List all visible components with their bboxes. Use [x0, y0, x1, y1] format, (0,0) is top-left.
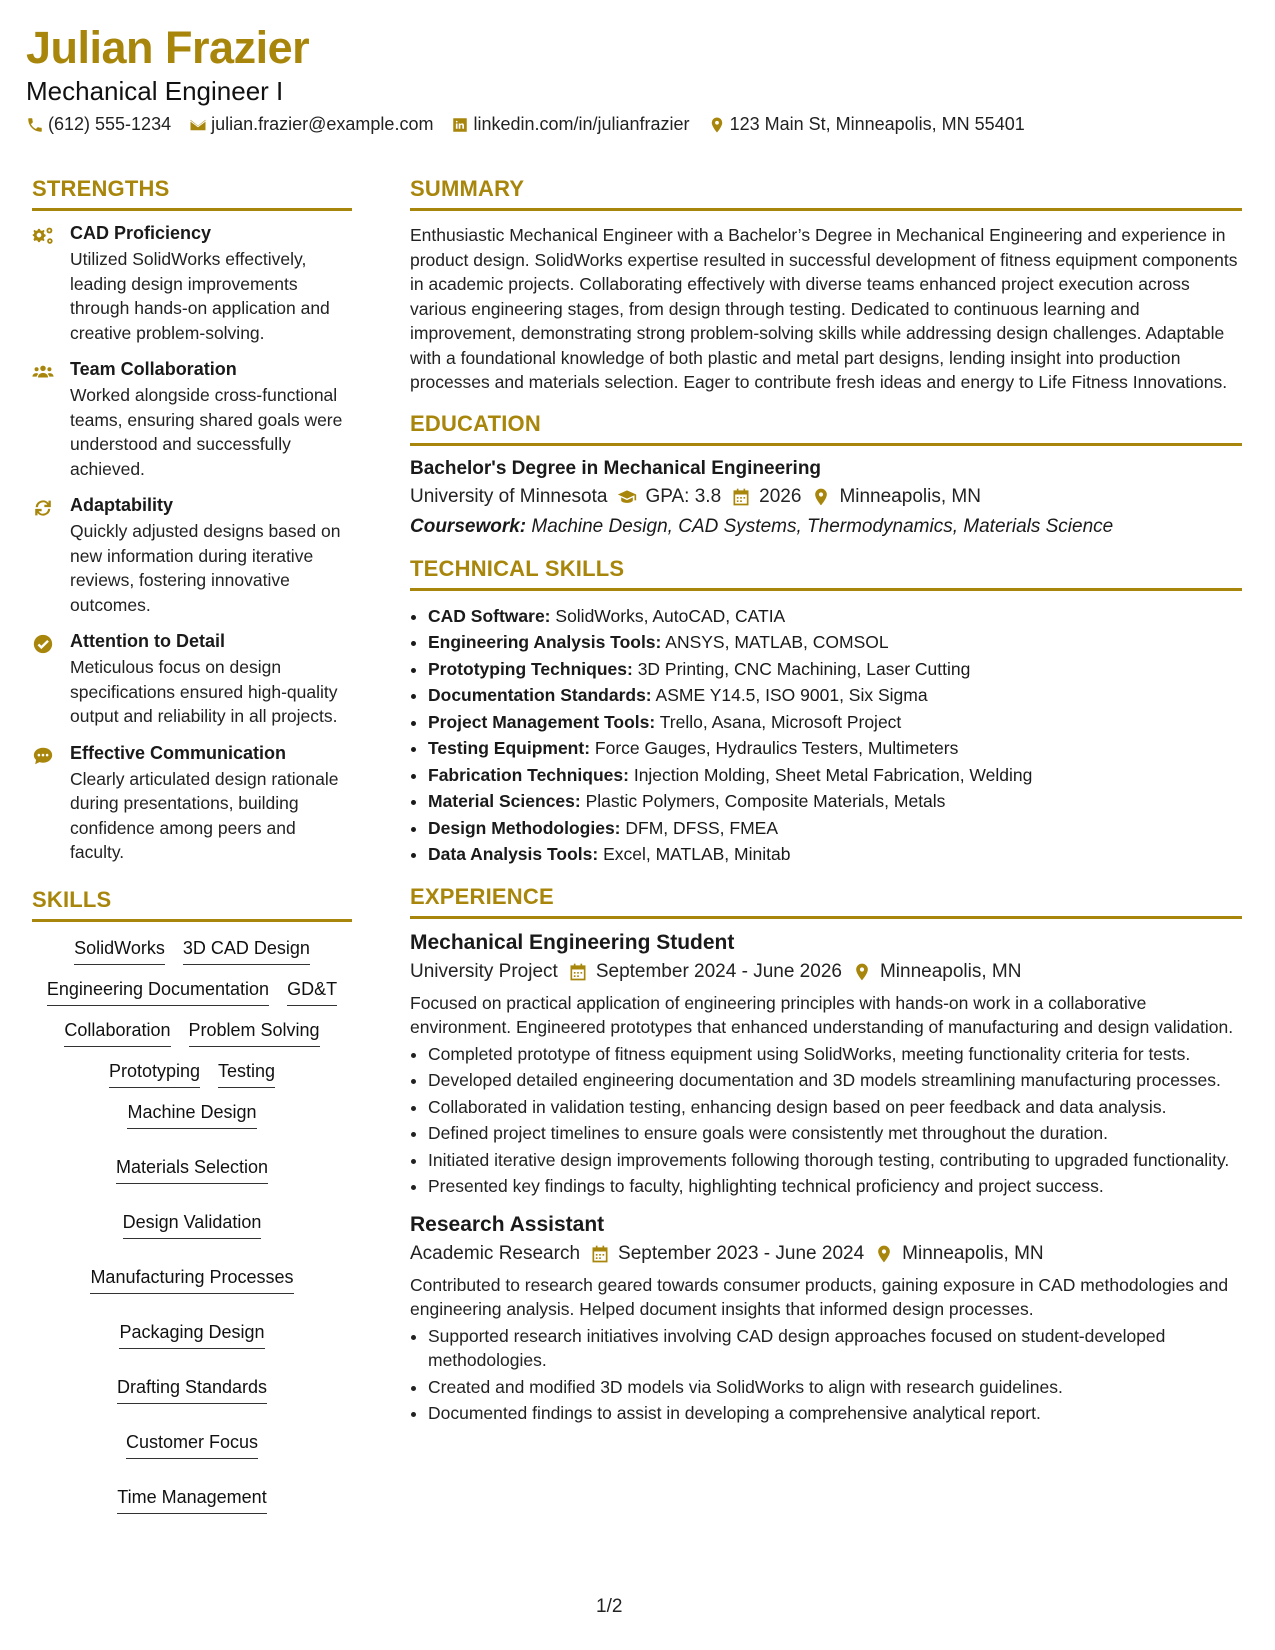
skill-tag: Problem Solving — [189, 1020, 320, 1047]
list-item: • Testing Equipment: Force Gauges, Hydraulics Testers, Multimeters — [428, 735, 1242, 762]
strength-item — [32, 359, 352, 481]
coursework-label: Coursework: — [410, 515, 527, 537]
strength-title: CAD Proficiency — [70, 223, 212, 243]
skills-heading: SKILLS — [32, 887, 352, 922]
list-item: • Defined project timelines to ensure goals were consistently met throughout the duration. — [428, 1121, 1242, 1146]
list-item: • Supported research initiatives involving CAD design approaches focused on student-developed methodologies. — [428, 1324, 1242, 1373]
skill-tag: Materials Selection — [116, 1157, 268, 1184]
job-title: Research Assistant — [410, 1212, 605, 1236]
job-location: Minneapolis, MN — [879, 960, 1022, 982]
skill-tag: Engineering Documentation — [47, 979, 269, 1006]
list-item: • Collaborated in validation testing, enhancing design based on peer feedback and data analysis. — [428, 1095, 1242, 1120]
sync-icon — [32, 497, 54, 519]
education-heading: EDUCATION — [410, 411, 1242, 446]
summary-text: Enthusiastic Mechanical Engineer with a Bachelor’s Degree in Mechanical Engineering and experience in product design. SolidWorks expertise resulted in successful development of fitness equipment components in academic projects. Collaborating effectively with diverse teams enhanced project execution across various engineering stages, from design through testing. Dedicated to continuous learning and improvement, demonstrating strong problem-solving skills while addressing design challenges. Adaptable with a foundational knowledge of both plastic and metal part designs, lending insight into production processes and materials selection. Eager to contribute fresh ideas and energy to Life Fitness Innovations. — [410, 225, 1238, 392]
phone-text: (612) 555-1234 — [48, 114, 172, 134]
list-item: • Fabrication Techniques: Injection Molding, Sheet Metal Fabrication, Welding — [428, 762, 1242, 789]
job-description: Contributed to research geared towards consumer products, gaining exposure in CAD methodologies and engineering analysis. Helped document insights that informed design processes. — [410, 1274, 1229, 1319]
strength-title: Attention to Detail — [70, 631, 225, 651]
coursework-line — [410, 516, 1242, 538]
strength-desc: Worked alongside cross-functional teams, ensuring shared goals were understood and successfully achieved. — [70, 385, 343, 479]
contact-bar — [26, 114, 1025, 135]
address-text: 123 Main St, Minneapolis, MN 55401 — [729, 114, 1025, 134]
right-column — [410, 176, 1242, 1440]
job-org: University Project — [410, 960, 558, 982]
job-dates: September 2023 - June 2024 — [618, 1242, 865, 1264]
map-marker-icon — [874, 1244, 894, 1264]
linkedin-icon — [451, 116, 469, 134]
strength-desc: Utilized SolidWorks effectively, leading design improvements through hands-on application and creative problem-solving. — [70, 249, 330, 343]
contact-phone[interactable] — [26, 114, 171, 135]
skill-tag: GD&T — [287, 979, 337, 1006]
skill-tag: Manufacturing Processes — [90, 1267, 293, 1294]
job-entry — [410, 931, 1242, 1199]
skill-tag: SolidWorks — [74, 938, 165, 965]
list-item: • Created and modified 3D models via SolidWorks to align with research guidelines. — [428, 1375, 1242, 1400]
job-dates: September 2024 - June 2026 — [595, 960, 842, 982]
left-column — [32, 176, 352, 1514]
list-item: • Data Analysis Tools: Excel, MATLAB, Minitab — [428, 841, 1242, 868]
check-circle-icon — [32, 633, 54, 655]
calendar-icon — [568, 962, 588, 982]
list-item: • CAD Software: SolidWorks, AutoCAD, CATIA — [428, 603, 1242, 630]
school-location: Minneapolis, MN — [839, 485, 981, 507]
skill-tag: Design Validation — [123, 1212, 262, 1239]
list-item: • Prototyping Techniques: 3D Printing, CNC Machining, Laser Cutting — [428, 656, 1242, 683]
calendar-icon — [731, 487, 751, 507]
list-item: • Engineering Analysis Tools: ANSYS, MATLAB, COMSOL — [428, 629, 1242, 656]
job-entry — [410, 1213, 1242, 1426]
strength-item — [32, 631, 352, 729]
strength-item — [32, 743, 352, 865]
job-location: Minneapolis, MN — [902, 1242, 1044, 1264]
job-meta — [410, 961, 1242, 983]
job-title: Mechanical Engineering Student — [410, 930, 735, 954]
strength-desc: Clearly articulated design rationale during presentations, building confidence among peers and faculty. — [70, 768, 339, 862]
map-marker-icon — [811, 487, 831, 507]
job-meta — [410, 1243, 1242, 1265]
education-meta — [410, 486, 1242, 508]
strength-title: Effective Communication — [70, 742, 287, 763]
strength-item — [32, 223, 352, 345]
degree-title: Bachelor's Degree in Mechanical Engineering — [410, 457, 822, 479]
list-item: • Developed detailed engineering documentation and 3D models streamlining manufacturing processes. — [428, 1068, 1242, 1093]
job-description: Focused on practical application of engineering principles with hands-on work in a collaborative environment. Engineered prototypes that enhanced understanding of manufacturing and design validation. — [410, 992, 1234, 1037]
list-item: • Initiated iterative design improvements following thorough testing, contributing to upgraded functionality. — [428, 1148, 1242, 1173]
gears-icon — [32, 225, 54, 247]
calendar-icon — [590, 1244, 610, 1264]
job-bullets — [410, 1042, 1242, 1199]
contact-address — [708, 114, 1025, 135]
skill-tag: Testing — [218, 1061, 275, 1088]
linkedin-text: linkedin.com/in/julianfrazier — [473, 114, 690, 134]
strength-desc: Quickly adjusted designs based on new information during iterative reviews, fostering innovative outcomes. — [70, 521, 341, 615]
job-bullets — [410, 1324, 1242, 1426]
skill-tag: Time Management — [117, 1487, 266, 1514]
strength-title: Team Collaboration — [70, 359, 237, 379]
map-marker-icon — [852, 962, 872, 982]
envelope-icon — [189, 116, 207, 134]
list-item: • Documentation Standards: ASME Y14.5, ISO 9001, Six Sigma — [428, 682, 1242, 709]
skill-tag: Drafting Standards — [117, 1377, 267, 1404]
list-item: • Material Sciences: Plastic Polymers, Composite Materials, Metals — [428, 788, 1242, 815]
skill-tag: Packaging Design — [119, 1322, 264, 1349]
list-item: • Project Management Tools: Trello, Asana, Microsoft Project — [428, 709, 1242, 736]
candidate-name: Julian Frazier — [26, 22, 310, 73]
strength-desc: Meticulous focus on design specifications ensured high-quality output and reliability in all projects. — [70, 657, 338, 726]
technical-skills-list — [410, 603, 1242, 868]
strength-title: Adaptability — [70, 495, 174, 515]
gpa-text: GPA: 3.8 — [645, 485, 722, 507]
skill-tag: Prototyping — [109, 1061, 200, 1088]
list-item: • Completed prototype of fitness equipment using SolidWorks, meeting functionality criteria for tests. — [428, 1042, 1242, 1067]
contact-linkedin[interactable] — [451, 114, 689, 135]
skill-tag: 3D CAD Design — [183, 938, 310, 965]
experience-heading: EXPERIENCE — [410, 884, 1242, 919]
job-org: Academic Research — [410, 1242, 581, 1264]
strength-item — [32, 495, 352, 617]
school-name: University of Minnesota — [410, 485, 608, 507]
technical-skills-heading: TECHNICAL SKILLS — [410, 556, 1242, 591]
graduation-cap-icon — [617, 487, 637, 507]
skills-tags — [32, 938, 352, 1514]
strengths-heading: STRENGTHS — [32, 176, 352, 211]
skill-tag: Customer Focus — [126, 1432, 258, 1459]
comment-dots-icon — [32, 745, 54, 767]
grad-year: 2026 — [759, 485, 802, 507]
page-number: 1/2 — [596, 1596, 623, 1617]
candidate-title: Mechanical Engineer I — [26, 76, 284, 106]
email-text: julian.frazier@example.com — [211, 114, 434, 134]
map-marker-icon — [708, 116, 726, 134]
contact-email[interactable] — [189, 114, 433, 135]
list-item: • Presented key findings to faculty, highlighting technical proficiency and project success. — [428, 1174, 1242, 1199]
skill-tag: Collaboration — [64, 1020, 170, 1047]
coursework-list: Machine Design, CAD Systems, Thermodynamics, Materials Science — [531, 515, 1114, 537]
skill-tag: Machine Design — [127, 1102, 256, 1129]
summary-heading: SUMMARY — [410, 176, 1242, 211]
list-item: • Design Methodologies: DFM, DFSS, FMEA — [428, 815, 1242, 842]
phone-icon — [26, 116, 44, 134]
list-item: • Documented findings to assist in developing a comprehensive analytical report. — [428, 1401, 1242, 1426]
users-icon — [32, 361, 54, 383]
